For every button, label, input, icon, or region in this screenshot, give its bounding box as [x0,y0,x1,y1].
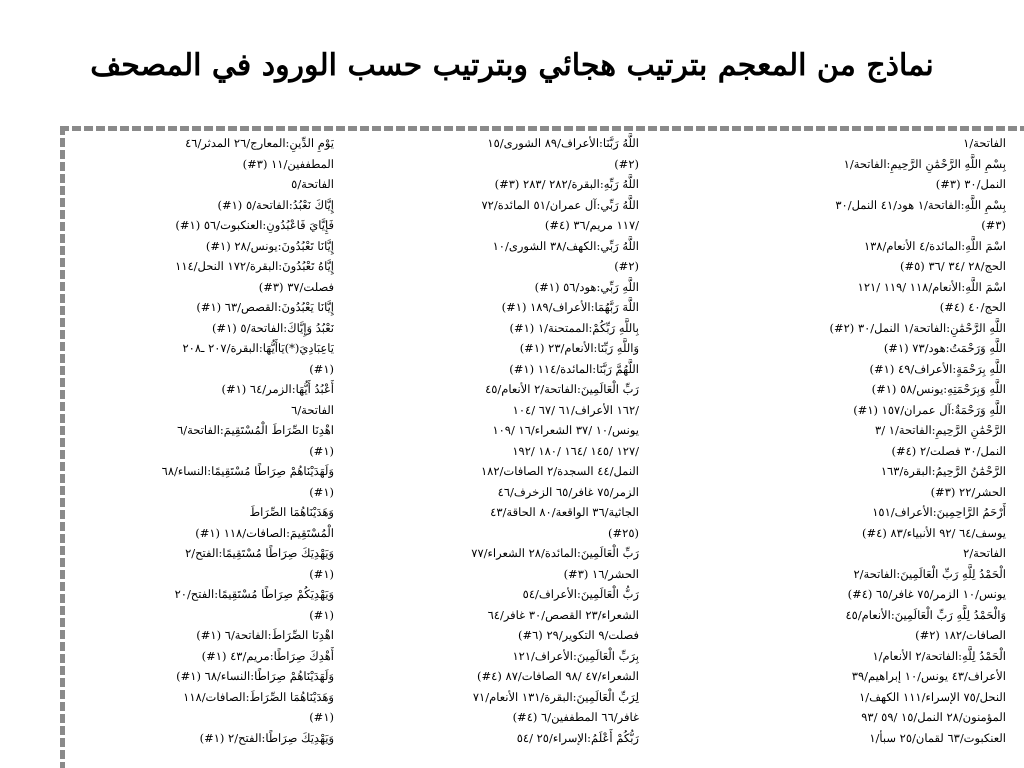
dictionary-entry-line: وَهَدَيْنَاهُمَا الصِّرَاطَ [249,505,334,519]
dictionary-entry-line: الفاتحة/١ [963,136,1006,150]
dictionary-entry-line: اللَّهِ الرَّحْمَٰنِ:الفاتحة/١ النمل/٣٠ (٢#) [829,320,1006,335]
dictionary-entry-line: (١#) [309,607,334,622]
dictionary-entry-line: فصلت/٩ التكوير/٢٩ (٦#) [517,628,639,642]
dictionary-entry-line: وَالْحَمْدُ لِلَّهِ رَبِّ الْعَالَمِينَ:الأنعام/٤٥ [845,607,1006,622]
dictionary-entry-line: (٢#) [614,259,639,273]
dictionary-entry-line: فَإِيَّايَ فَاعْبُدُونِ:العنكبوت/٥٦ (١#) [175,218,334,232]
dictionary-entry-line: الزمر/٧٥ غافر/٦٥ الزخرف/٤٦ [497,484,639,499]
dictionary-entry-line: النحل/٧٥ الإسراء/١١١ الكهف/١ [859,689,1006,704]
dictionary-entry-line: العنكبوت/٦٣ لقمان/٢٥ سبأ/١ [869,730,1006,745]
dictionary-entry-line: اللَّهِ بِرَحْمَةٍ:الأعراف/٤٩ (١#) [869,361,1006,376]
dictionary-entry-line: رَبُّ الْعَالَمِينَ:الأعراف/٥٤ [522,587,639,601]
dictionary-entry-line: (١#) [309,710,334,724]
dictionary-entry-line: اهْدِنَا الصِّرَاطَ:الفاتحة/٦ (١#) [196,628,334,642]
dictionary-entry-line: الْحَمْدُ لِلَّهِ:الفاتحة/٢ الأنعام/١ [872,648,1006,663]
dictionary-entry-line: وَلَهَدَيْنَاهُمْ صِرَاطًا:النساء/٦٨ (١#) [176,669,334,683]
dictionary-entry-line: وَهَدَيْنَاهُمَا الصِّرَاطَ:الصافات/١١٨ [183,689,334,704]
dictionary-entry-line: وَلَهَدَيْنَاهُمْ صِرَاطًا مُسْتَقِيمًا:النساء/٦٨ [161,464,334,478]
dictionary-entry-line: /١١٧ مريم/٣٦ (٤#) [544,218,639,232]
dictionary-entry-line: اسْمَ اللَّهِ:الأنعام/١١٨ /١١٩ /١٢١ [857,279,1006,294]
dictionary-entry-line: اللَّهِ وَرَحْمَةٌ:آل عمران/١٥٧ (١#) [853,402,1006,417]
dictionary-entry-line: (١#) [309,566,334,581]
dictionary-column-1 [666,133,1006,768]
dictionary-column-2 [389,133,639,768]
dictionary-entry-line: وَيَهْدِيَكَ صِرَاطًا مُسْتَقِيمًا:الفتح/٢ [185,546,334,560]
page-title: نماذج من المعجم بترتيب هجائي وبترتيب حسب الورود في المصحف [90,48,934,83]
dictionary-entry-line: بِاللَّهِ رَبِّكُمْ:الممتحنة/١ (١#) [509,320,639,335]
dictionary-entry-line: يَوْمِ الدِّينِ:المعارج/٢٦ المدثر/٤٦ [185,136,334,150]
dictionary-entry-line: يوسف/٦٤ /٩٢ الأنبياء/٨٣ (٤#) [862,525,1006,540]
dictionary-entry-line: الفاتحة/٢ [963,546,1006,560]
dictionary-entry-line: أَهْدِكَ صِرَاطًا:مريم/٤٣ (١#) [201,648,334,663]
dictionary-entry-line: (١#) [309,361,334,376]
dictionary-entry-line: اللَّهِ رَبِّي:هود/٥٦ (١#) [534,279,639,294]
top-dashed-divider [60,126,1024,131]
dictionary-entry-line: وَيَهْدِيَكَ صِرَاطًا:الفتح/٢ (١#) [199,730,334,745]
dictionary-column-3 [59,133,334,768]
dictionary-entry-line: الحج/٤٠ (٤#) [939,300,1006,314]
dictionary-entry-line: إِيَّانَا تَعْبُدُونَ:يونس/٢٨ (١#) [205,238,334,253]
dictionary-entry-line: اللَّهُمَّ رَبَّنَا:المائدة/١١٤ (١#) [509,361,639,376]
dictionary-entry-line: اللَّهُ رَبَّنَا:الأعراف/٨٩ الشورى/١٥ [487,136,639,150]
dictionary-entry-line: أَعْبُدُ أَيُّهَا:الزمر/٦٤ (١#) [221,382,334,396]
dictionary-entry-line: اللَّهِ وَبِرَحْمَتِهِ:يونس/٥٨ (١#) [871,382,1006,396]
dictionary-entry-line: اللَّهَ رَبَّهُمَا:الأعراف/١٨٩ (١#) [501,300,639,314]
dictionary-entry-line: بِرَبِّ الْعَالَمِينَ:الأعراف/١٢١ [512,648,639,663]
dictionary-entry-line: الصافات/١٨٢ (٢#) [915,628,1006,642]
dictionary-entry-line: وَيَهْدِيَكُمْ صِرَاطًا مُسْتَقِيمًا:الفتح/٢٠ [174,587,334,601]
dictionary-entry-line: (١#) [309,443,334,458]
dictionary-entry-line: إِيَّاهُ تَعْبُدُونَ:البقرة/١٧٢ النحل/١١٤ [175,259,334,273]
dictionary-entry-line: الحشر/١٦ (٣#) [563,566,639,581]
dictionary-entry-line: الأعراف/٤٣ يونس/١٠ إبراهيم/٣٩ [851,669,1006,683]
dictionary-entry-line: الفاتحة/٦ [291,402,334,417]
dictionary-entry-line: المطففين/١١ (٣#) [242,156,334,171]
dictionary-entry-line: إِيَّانَا يَعْبُدُونَ:القصص/٦٣ (١#) [196,300,334,314]
dictionary-entry-line: الرَّحْمَٰنِ الرَّحِيمِ:الفاتحة/١ /٣ [875,423,1006,437]
dictionary-entry-line: اهْدِنَا الصِّرَاطَ الْمُسْتَقِيمَ:الفاتحة/٦ [177,423,334,437]
dictionary-entry-line: الحشر/٢٢ (٣#) [930,484,1006,499]
dictionary-entry-line: الرَّحْمَٰنُ الرَّحِيمُ:البقرة/١٦٣ [880,464,1006,478]
dictionary-entry-line: وَاللَّهِ رَبِّنَا:الأنعام/٢٣ (١#) [519,341,639,355]
dictionary-entry-line: الحج/٢٨ /٣٤ /٣٦ (٥#) [899,259,1006,273]
dictionary-entry-line: غافر/٦٦ المطففين/٦ (٤#) [512,710,639,724]
dictionary-entry-line: الْحَمْدُ لِلَّهِ رَبِّ الْعَالَمِينَ:الفاتحة/٢ [853,566,1006,581]
dictionary-entry-line: يونس/١٠ الزمر/٧٥ غافر/٦٥ (٤#) [847,587,1006,601]
dictionary-entry-line: الشعراء/٢٣ القصص/٣٠ غافر/٦٤ [487,607,639,622]
dictionary-entry-line: بِسْمِ اللَّهِ:الفاتحة/١ هود/٤١ النمل/٣٠ [835,197,1006,212]
dictionary-entry-line: إِيَّاكَ نَعْبُدُ:الفاتحة/٥ (١#) [217,197,334,212]
dictionary-entry-line: اللَّهِ وَرَحْمَتُ:هود/٧٣ (١#) [883,341,1006,355]
dictionary-entry-line: لِرَبِّ الْعَالَمِينَ:البقرة/١٣١ الأنعام/٧١ [472,689,639,704]
dictionary-entry-line: المؤمنون/٢٨ النمل/١٥ /٥٩ /٩٣ [861,710,1006,724]
dictionary-entry-line: النمل/٣٠ فصلت/٢ (٤#) [891,443,1006,458]
dictionary-entry-line: رَبِّ الْعَالَمِينَ:المائدة/٢٨ الشعراء/٧٧ [471,546,639,560]
dictionary-entry-line: النمل/٣٠ (٣#) [935,177,1006,191]
dictionary-entry-line: النمل/٤٤ السجدة/٢ الصافات/١٨٢ [480,464,639,478]
dictionary-entry-line: (٣#) [981,218,1006,232]
dictionary-entry-line: (٢#) [614,156,639,171]
dictionary-entry-line: اسْمَ اللَّهِ:المائدة/٤ الأنعام/١٣٨ [863,238,1006,253]
dictionary-entry-line: فصلت/٣٧ (٣#) [258,279,334,294]
dictionary-entry-line: الشعراء/٤٧ /٩٨ الصافات/٨٧ (٤#) [477,669,639,683]
dictionary-entry-line: يونس/١٠ /٣٧ الشعراء/١٦ /١٠٩ [492,423,639,437]
dictionary-entry-line: بِسْمِ اللَّهِ الرَّحْمَٰنِ الرَّحِيمِ:الفاتحة/١ [843,156,1006,171]
dictionary-entry-line: (٢٥#) [608,525,639,540]
dictionary-entry-line: رَبُّكُمْ أَعْلَمُ:الإسراء/٢٥ /٥٤ [516,730,639,745]
dictionary-entry-line: اللَّهُ رَبِّي:الكهف/٣٨ الشورى/١٠ [492,238,639,253]
dictionary-entry-line: أَرْحَمُ الرَّاحِمِينَ:الأعراف/١٥١ [872,505,1006,519]
dictionary-entry-line: اللَّهُ رَبِّي:آل عمران/٥١ المائدة/٧٢ [481,197,639,212]
dictionary-entry-line: الجاثية/٣٦ الواقعة/٨٠ الحاقة/٤٣ [490,505,639,519]
dictionary-entry-line: (١#) [309,484,334,499]
dictionary-entry-line: رَبِّ الْعَالَمِينَ:الفاتحة/٢ الأنعام/٤٥ [485,382,639,396]
dictionary-entry-line: الْمُسْتَقِيمَ:الصافات/١١٨ (١#) [195,525,334,540]
dictionary-entry-line: نَعْبُدُ وَإِيَّاكَ:الفاتحة/٥ (١#) [211,320,334,335]
dictionary-entry-line: اللَّهُ رَبِّهِ:البقرة/٢٨٢ /٢٨٣ (٣#) [494,177,639,191]
dictionary-entry-line: الفاتحة/٥ [291,177,334,191]
dictionary-entry-line: /١٢٧ /١٤٥ /١٦٤ /١٨٠ /١٩٢ [512,443,639,458]
dictionary-entry-line: يَاعِبَادِيَ(*)يَاأَيُّهَا:البقرة/٢٠٧ ـ٢٠٨ [182,341,334,355]
dictionary-entry-line: /١٦٢ الأعراف/٦١ /٦٧ /١٠٤ [512,402,639,417]
